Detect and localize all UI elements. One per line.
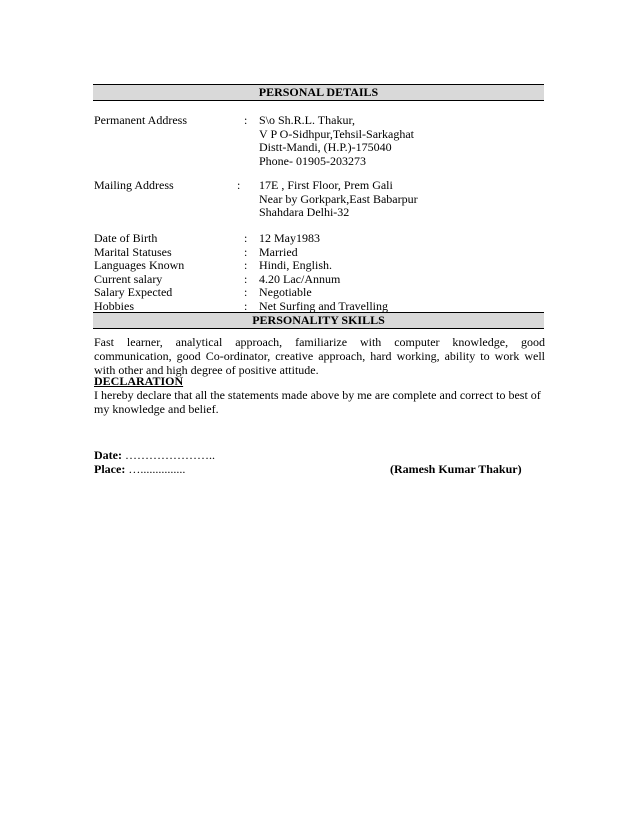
place-label: Place:: [94, 462, 126, 476]
dob-colon: :: [244, 231, 248, 245]
personal-details-heading: PERSONAL DETAILS: [93, 84, 544, 101]
current-salary-label: Current salary: [94, 271, 163, 286]
permanent-address-line: Distt-Mandi, (H.P.)-175040: [259, 140, 392, 154]
permanent-address-line: S\o Sh.R.L. Thakur,: [259, 113, 355, 127]
place-value: …...............: [128, 462, 186, 476]
salary-expected-label: Salary Expected: [94, 285, 173, 299]
salary-expected-colon: :: [244, 285, 248, 299]
languages-colon: :: [244, 258, 248, 272]
permanent-address-colon: :: [244, 113, 248, 127]
marital-status-colon: :: [244, 244, 248, 259]
date-label: Date:: [94, 448, 122, 462]
declaration-text: I hereby declare that all the statements made above by me are complete and correct to best of my knowledge and belief.: [94, 388, 541, 416]
hobbies-label: Hobbies: [94, 298, 134, 313]
salary-expected-value: Negotiable: [259, 285, 312, 299]
permanent-address-line: Phone- 01905-203273: [259, 153, 366, 168]
dob-value: 12 May1983: [259, 231, 320, 245]
marital-status-value: Married: [259, 244, 298, 259]
permanent-address-label: Permanent Address: [94, 113, 187, 127]
current-salary-value: 4.20 Lac/Annum: [259, 271, 341, 286]
languages-value: Hindi, English.: [259, 258, 333, 272]
declaration-heading: DECLARATION: [94, 374, 184, 388]
permanent-address-line: V P O-Sidhpur,Tehsil-Sarkaghat: [259, 126, 414, 141]
personality-skills-heading: PERSONALITY SKILLS: [93, 312, 544, 329]
date-value: …………………..: [124, 448, 215, 462]
signature-name: (Ramesh Kumar Thakur): [390, 462, 522, 476]
marital-status-label: Marital Statuses: [94, 244, 172, 259]
mailing-address-colon: :: [237, 178, 241, 192]
languages-label: Languages Known: [94, 258, 185, 272]
dob-label: Date of Birth: [94, 231, 158, 245]
place-row: [94, 462, 185, 476]
current-salary-colon: :: [244, 271, 248, 286]
personality-skills-text: Fast learner, analytical approach, familiarize with computer knowledge, good communication, good Co-ordinator, creative approach, hard working, ability to work well with other and high degree of positive attitude.: [94, 335, 545, 377]
mailing-address-line: Shahdara Delhi-32: [259, 205, 350, 219]
mailing-address-value: [259, 179, 418, 220]
date-row: [94, 448, 215, 462]
mailing-address-line: 17E , First Floor, Prem Gali: [259, 178, 393, 192]
mailing-address-line: Near by Gorkpark,East Babarpur: [259, 191, 418, 206]
permanent-address-value: [259, 114, 414, 168]
mailing-address-label: Mailing Address: [94, 178, 174, 192]
hobbies-value: Net Surfing and Travelling: [259, 298, 388, 313]
hobbies-colon: :: [244, 298, 248, 313]
